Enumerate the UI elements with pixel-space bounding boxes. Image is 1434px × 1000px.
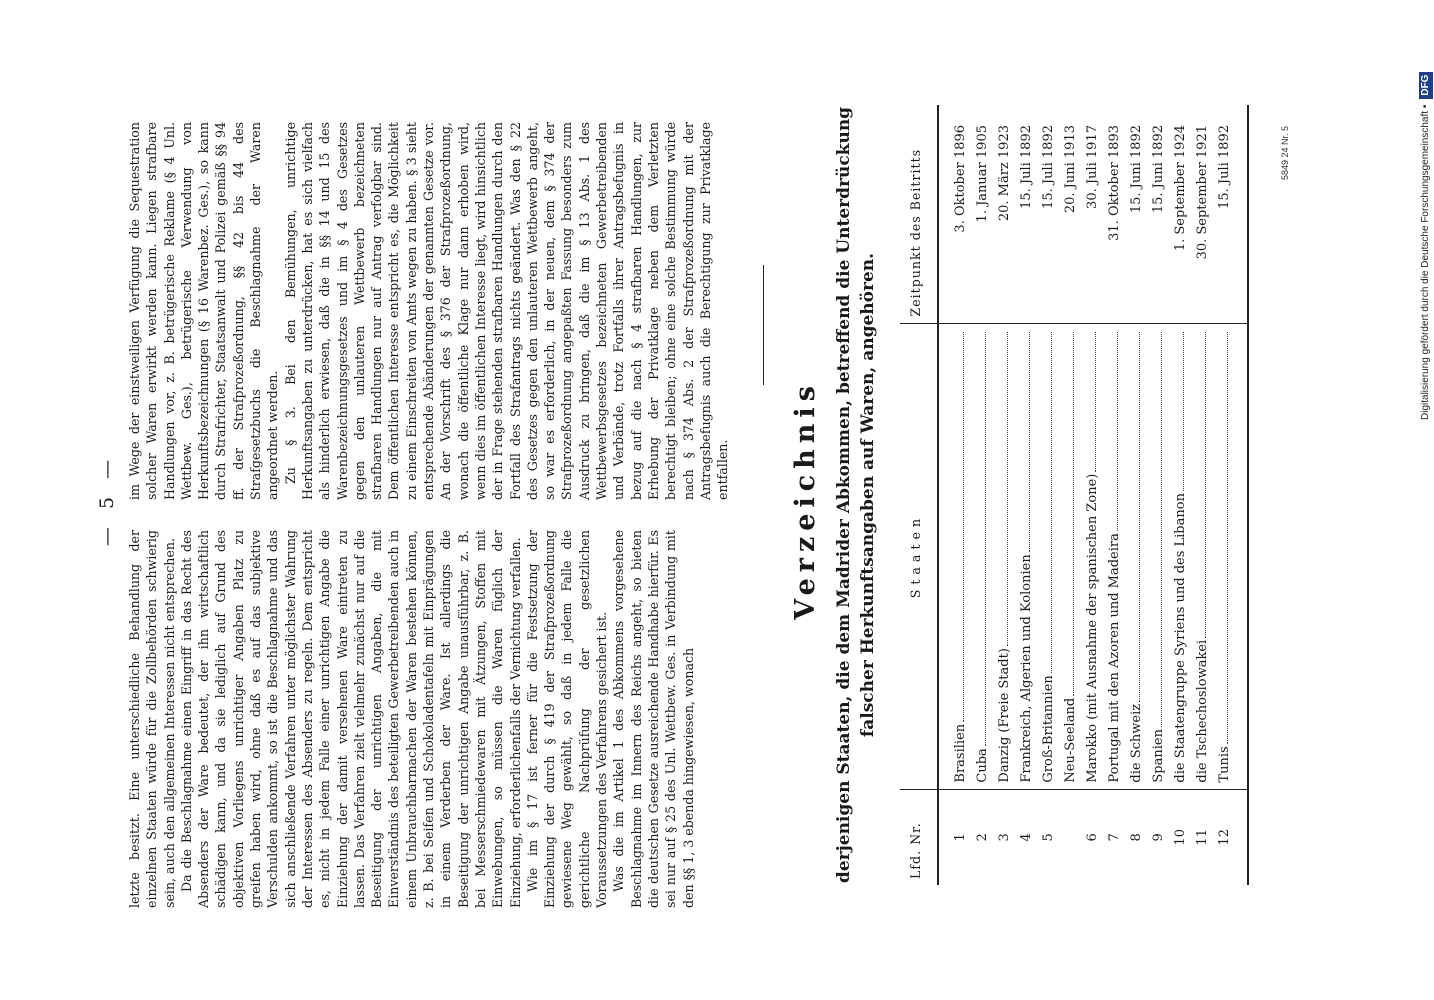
row-number: 11 (1195, 829, 1210, 846)
row-state (938, 323, 972, 789)
row-number: 9 (1151, 833, 1166, 842)
dot-leader (997, 332, 1008, 647)
table-row (1060, 105, 1082, 885)
credit-text: Digitalisierung gefördert durch die Deutsche Forschungsgemeinschaft • (1420, 104, 1431, 420)
table-row (994, 105, 1016, 885)
state-name: Frankreich, Algerien und Kolonien (1019, 554, 1034, 783)
column-end-rule (763, 265, 764, 385)
header-staaten: Staaten (900, 323, 938, 789)
row-number: 3 (997, 833, 1012, 842)
state-name: Tunis (1217, 746, 1232, 783)
dot-leader (1151, 332, 1162, 727)
row-state (1148, 323, 1170, 789)
dot-leader (1041, 332, 1052, 674)
row-date: 3. Oktober 1896 (953, 125, 968, 233)
left-text-column (126, 530, 697, 908)
page-number: — 5 — (96, 453, 118, 547)
table-row (1038, 105, 1060, 885)
dfg-logo: DFG (1419, 72, 1433, 99)
margin-note: 5849 24 Nr. 5 (1280, 125, 1290, 180)
row-state (1016, 323, 1038, 789)
row-number: 10 (1173, 829, 1188, 846)
section-title: Verzeichnis (790, 380, 821, 620)
dot-leader (1173, 332, 1184, 491)
paragraph: im Wege der einstweiligen Verfügung die Sequestration solcher Waren erwirkt werden kann. Liegen strafbare Handlungen vor, z. B. betrügerische Reklame (§ 4 Unl. Wettbew. Ges.), betrügerische Verwendung von Herkunftsbezeichnungen (§ 16 Warenbez. Ges.), so kann durch Strafrichter, Staatsanwalt und Polizei gemäß §§ 94 ff. der Strafprozeßordnung, §§ 42 bis 44 des Strafgesetzbuchs die Beschlagnahme der Waren angeordnet werden. (127, 122, 281, 500)
row-number: 12 (1217, 829, 1232, 846)
row-date: 30. September 1921 (1195, 125, 1210, 260)
row-date: 20. März 1923 (997, 125, 1012, 222)
paragraph: Was die im Artikel 1 des Abkommens vorgesehene Beschlagnahme im Innern des Reichs angeht, so bieten die deutschen Gesetze ausreichende Handhabe hierfür. Es sei nur auf § 25 des Unl. Wettbew. Ges. in Verbindung mit den §§ 1, 3 ebenda hingewiesen, wonach (611, 530, 696, 908)
header-datum: Zeitpunkt des Beitritts (900, 105, 938, 323)
state-name: Spanien (1151, 729, 1166, 783)
row-date: 15. Juni 1892 (1129, 125, 1144, 214)
paragraph: Da die Beschlagnahme einen Eingriff in das Recht des Absenders der Ware bedeutet, der ihn wirtschaftlich schädigen kann, und da sie lediglich auf Grund des objektiven Vorliegens unrichtiger Angaben Platz zu greifen haben wird, ohne daß es auf das subjektive Verschulden ankommt, so ist die Beschlagnahme und das sich anschließende Verfahren unter möglichster Wahrung der Interessen des Absenders zu regeln. Dem entspricht es, nicht in jedem Falle einer unrichtigen Angabe die Einziehung der damit versehenen Ware eintreten zu lassen. Das Verfahren zielt vielmehr zunächst nur auf die Beseitigung der unrichtigen Angaben, die mit Einverständnis des beteiligten Gewerbetreibenden auch in einem Unbrauchbarmachen der Waren bestehen können, z. B. bei Seifen und Schokoladentafeln mit Einprägungen in einem Verderben der Ware. Ist allerdings die Beseitigung der unrichtigen Angabe unausführbar, z. B. bei Messerschmiedewaren mit Ätzungen, Stoffen mit Einwebungen, so müssen die Waren füglich der Einziehung, erforderlichenfalls der Vernichtung verfallen. (178, 530, 523, 908)
header-nr: Lfd. Nr. (900, 789, 938, 885)
table-row (1016, 105, 1038, 885)
table-row (1104, 105, 1126, 885)
state-name: die Staatengruppe Syriens und des Libanon (1173, 493, 1188, 783)
table-row (938, 105, 972, 885)
dot-leader (1129, 332, 1140, 702)
row-number: 5 (1041, 833, 1056, 842)
row-date: 15. Juli 1892 (1217, 125, 1232, 209)
row-number: 1 (953, 833, 968, 842)
paragraph: Wie im § 17 ist ferner für die Festsetzung der Einziehung der durch § 419 der Strafprozeßordnung gewiesene Weg gewählt, so daß in jedem Falle die gerichtliche Nachprüfung der gesetzlichen Voraussetzungen des Verfahrens gesichert ist. (524, 530, 610, 908)
dot-leader (975, 332, 986, 747)
row-date: 31. Oktober 1893 (1107, 125, 1122, 241)
row-number: 8 (1129, 833, 1144, 842)
table-row (1148, 105, 1170, 885)
state-name: Brasilien (953, 723, 968, 783)
row-number: 6 (1085, 833, 1100, 842)
member-states-table (900, 105, 1249, 885)
row-state (1126, 323, 1148, 789)
row-state (994, 323, 1016, 789)
state-name: Groß-Britannien (1041, 675, 1056, 783)
row-date: 15. Juli 1892 (1041, 125, 1056, 209)
row-number: 2 (975, 833, 990, 842)
dot-leader (1195, 332, 1206, 638)
row-state (1038, 323, 1060, 789)
dot-leader (1085, 332, 1096, 472)
right-text-column (126, 122, 731, 500)
state-name: Cuba (975, 748, 990, 783)
row-state (1170, 323, 1192, 789)
row-state (1060, 323, 1082, 789)
row-number: 7 (1107, 833, 1122, 842)
table-row (1082, 105, 1104, 885)
section-subtitle: derjenigen Staaten, die dem Madrider Abkommen, betreffend die Unterdrückung falscher Herkunftsangaben auf Waren, angehören. (834, 106, 878, 884)
table-row (1214, 105, 1248, 885)
table-row (1192, 105, 1214, 885)
dot-leader (1107, 332, 1118, 532)
state-name: Neu-Seeland (1063, 697, 1078, 783)
table-header-row (900, 105, 938, 885)
table-row (1126, 105, 1148, 885)
row-state (1192, 323, 1214, 789)
row-number: 4 (1019, 833, 1034, 842)
table-row (972, 105, 994, 885)
state-name: Portugal mit den Azoren und Madeira (1107, 533, 1122, 783)
paragraph: letzte besitzt. Eine unterschiedliche Behandlung der einzelnen Staaten würde für die Zollbehörden schwierig sein, auch den allgemeinen Interessen nicht entsprechen. (127, 530, 177, 908)
row-date: 15. Juli 1892 (1019, 125, 1034, 209)
state-name: Marokko (mit Ausnahme der spanischen Zone) (1085, 473, 1100, 783)
row-date: 1. Januar 1905 (975, 125, 990, 223)
table-row (1170, 105, 1192, 885)
dot-leader (1217, 332, 1228, 745)
digitization-credit (1418, 10, 1434, 990)
row-state (1082, 323, 1104, 789)
row-state (1104, 323, 1126, 789)
dot-leader (1063, 332, 1074, 696)
row-state (972, 323, 994, 789)
dot-leader (953, 332, 964, 722)
row-date: 20. Juni 1913 (1063, 125, 1078, 214)
state-name: die Schweiz (1129, 703, 1144, 783)
row-date: 30. Juli 1917 (1085, 125, 1100, 209)
state-name: Danzig (Freie Stadt) (997, 648, 1012, 783)
row-date: 1. September 1924 (1173, 125, 1188, 252)
row-state (1214, 323, 1248, 789)
state-name: die Tschechoslowakei (1195, 639, 1210, 783)
row-date: 15. Juni 1892 (1151, 125, 1166, 214)
paragraph: Zu § 3. Bei den Bemühungen, unrichtige Herkunftsangaben zu unterdrücken, hat es sich vielfach als hinderlich erwiesen, daß die in §§ 14 und 15 des Warenbezeichnungsgesetzes und im § 4 des Gesetzes gegen den unlauteren Wettbewerb bezeichneten strafbaren Handlungen nur auf Antrag verfolgbar sind. Dem öffentlichen Interesse entspricht es, die Möglichkeit zu einem Einschreiten von Amts wegen zu haben. § 3 sieht entsprechende Abänderungen der genannten Gesetze vor. An der Vorschrift des § 376 der Strafprozeßordnung, wonach die öffentliche Klage nur dann erhoben wird, wenn dies im öffentlichen Interesse liegt, wird hinsichtlich der in Frage stehenden strafbaren Handlungen durch den Fortfall des Strafantrags nichts geändert. Was den § 22 des Gesetzes gegen den unlauteren Wettbewerb angeht, so war es erforderlich, in der neuen, dem § 374 der Strafprozeßordnung angepaßten Fassung besonders zum Ausdruck zu bringen, daß die im § 13 Abs. 1 des Wettbewerbsgesetzes bezeichneten Gewerbetreibenden und Verbände, trotz Fortfalls ihrer Antragsbefugnis in bezug auf die nach § 4 strafbaren Handlungen, zur Erhebung der Privatklage neben dem Verletzten berechtigt bleiben; ohne eine solche Bestimmung würde nach § 374 Abs. 2 der Strafprozeßordnung mit der Antragsbefugnis auch die Berechtigung zur Privatklage entfallen. (282, 122, 731, 500)
dot-leader (1019, 332, 1030, 553)
row-number (1060, 789, 1082, 885)
